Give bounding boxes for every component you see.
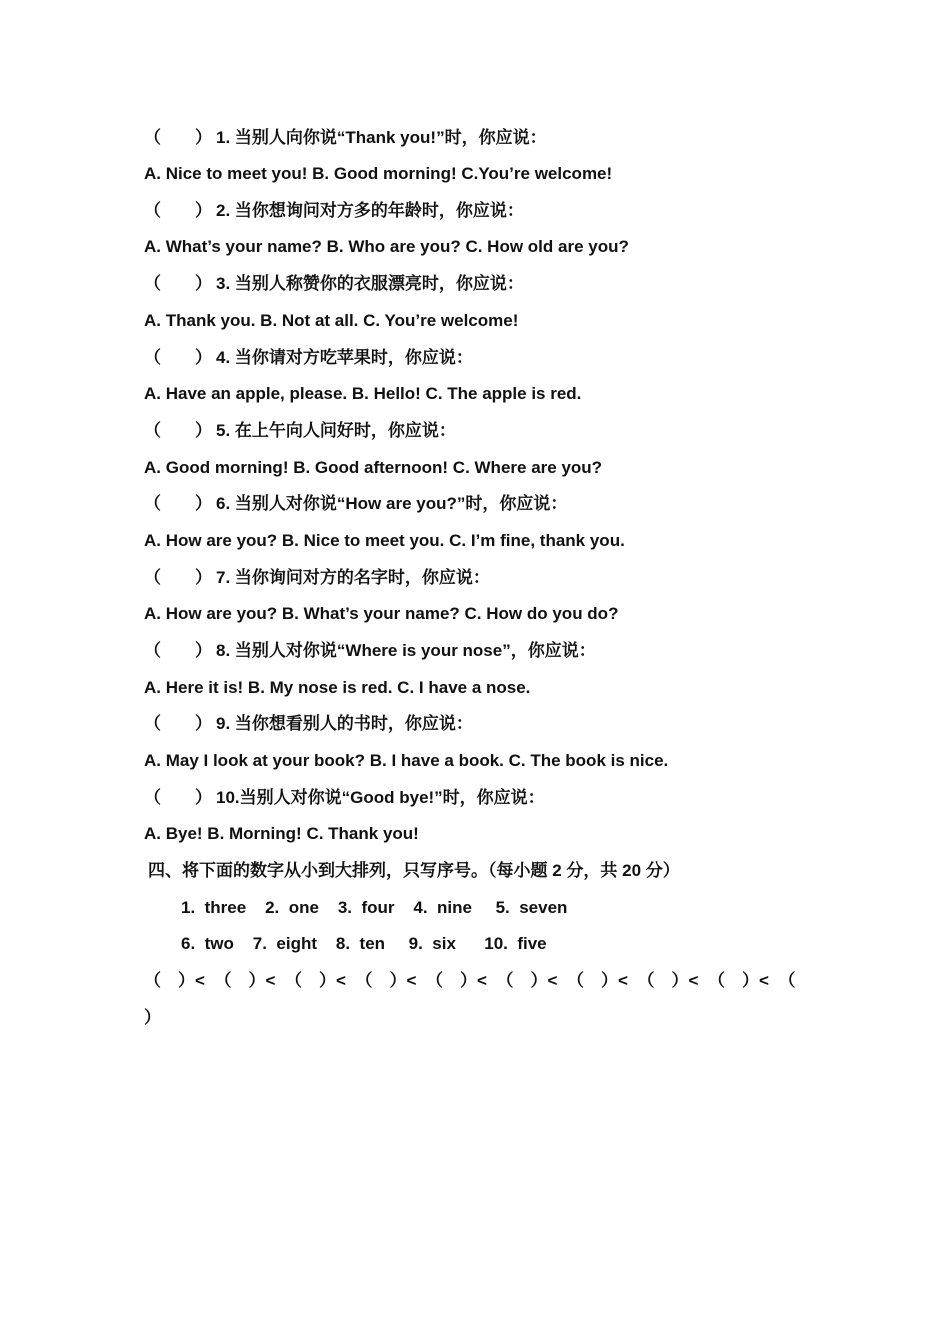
question-prompt: 9. 当你想看别人的书时，你应说：: [216, 714, 473, 733]
question-4-options: A. Have an apple, please. B. Hello! C. The apple is red.: [144, 384, 582, 403]
question-10-options: A. Bye! B. Morning! C. Thank you!: [144, 824, 419, 843]
question-prompt: 4. 当你请对方吃苹果时，你应说：: [216, 348, 473, 367]
question-5: [144, 419, 456, 443]
order-slot[interactable]: （ ）<: [708, 971, 769, 990]
answer-blank[interactable]: （ ）: [144, 494, 212, 513]
question-10: [144, 786, 545, 810]
question-6: [144, 492, 567, 516]
question-2: [144, 199, 524, 223]
question-1-options: A. Nice to meet you! B. Good morning! C.You’re welcome!: [144, 164, 613, 183]
question-7-options: A. How are you? B. What’s your name? C. How do you do?: [144, 604, 619, 623]
question-prompt: 7. 当你询问对方的名字时，你应说：: [216, 568, 490, 587]
question-prompt: 1. 当别人向你说“Thank you!”时，你应说：: [216, 128, 547, 147]
answer-blank[interactable]: （ ）: [144, 568, 212, 587]
question-7: [144, 566, 490, 590]
order-slot[interactable]: （ ）<: [637, 971, 699, 990]
order-slot[interactable]: （ ）<: [426, 971, 487, 990]
answer-blank[interactable]: （ ）: [144, 274, 212, 293]
question-prompt: 5. 在上午向人问好时，你应说：: [216, 421, 456, 440]
number-words-row-1: 1. three 2. one 3. four 4. nine 5. seven: [181, 898, 568, 917]
answer-blank[interactable]: （ ）: [144, 201, 212, 220]
order-slot[interactable]: （ ）<: [285, 971, 346, 990]
ordering-answer-row: [144, 969, 796, 993]
order-slot[interactable]: （ ）<: [144, 971, 205, 990]
answer-blank[interactable]: （ ）: [144, 714, 212, 733]
answer-blank[interactable]: （ ）: [144, 421, 212, 440]
question-9-options: A. May I look at your book? B. I have a book. C. The book is nice.: [144, 751, 669, 770]
question-prompt: 8. 当别人对你说“Where is your nose”，你应说：: [216, 641, 596, 660]
question-prompt: 3. 当别人称赞你的衣服漂亮时，你应说：: [216, 274, 524, 293]
section-4-heading: 四、将下面的数字从小到大排列，只写序号。（每小题 2 分，共 20 分）: [148, 861, 680, 880]
question-prompt: 10.当别人对你说“Good bye!”时，你应说：: [216, 788, 545, 807]
question-5-options: A. Good morning! B. Good afternoon! C. Where are you?: [144, 458, 603, 477]
answer-blank[interactable]: （ ）: [144, 128, 212, 147]
answer-blank[interactable]: （ ）: [144, 348, 212, 367]
order-slot[interactable]: （ ）<: [496, 971, 558, 990]
order-slot-last-close: ）: [144, 1008, 161, 1027]
question-9: [144, 712, 473, 736]
order-slot[interactable]: （ ）<: [567, 971, 628, 990]
question-8: [144, 639, 596, 663]
question-6-options: A. How are you? B. Nice to meet you. C. I’m fine, thank you.: [144, 531, 625, 550]
question-prompt: 6. 当别人对你说“How are you?”时，你应说：: [216, 494, 568, 513]
question-prompt: 2. 当你想询问对方多的年龄时，你应说：: [216, 201, 524, 220]
answer-blank[interactable]: （ ）: [144, 788, 212, 807]
question-3-options: A. Thank you. B. Not at all. C. You’re welcome!: [144, 311, 519, 330]
question-4: [144, 346, 473, 370]
order-slot[interactable]: （ ）<: [355, 971, 417, 990]
question-3: [144, 272, 524, 296]
order-slot[interactable]: （ ）<: [214, 971, 276, 990]
question-2-options: A. What’s your name? B. Who are you? C. How old are you?: [144, 237, 629, 256]
number-words-row-2: 6. two 7. eight 8. ten 9. six 10. five: [181, 934, 547, 953]
order-slot-last-open[interactable]: （: [778, 971, 796, 990]
question-1: [144, 126, 547, 150]
answer-blank[interactable]: （ ）: [144, 641, 212, 660]
question-8-options: A. Here it is! B. My nose is red. C. I have a nose.: [144, 678, 531, 697]
